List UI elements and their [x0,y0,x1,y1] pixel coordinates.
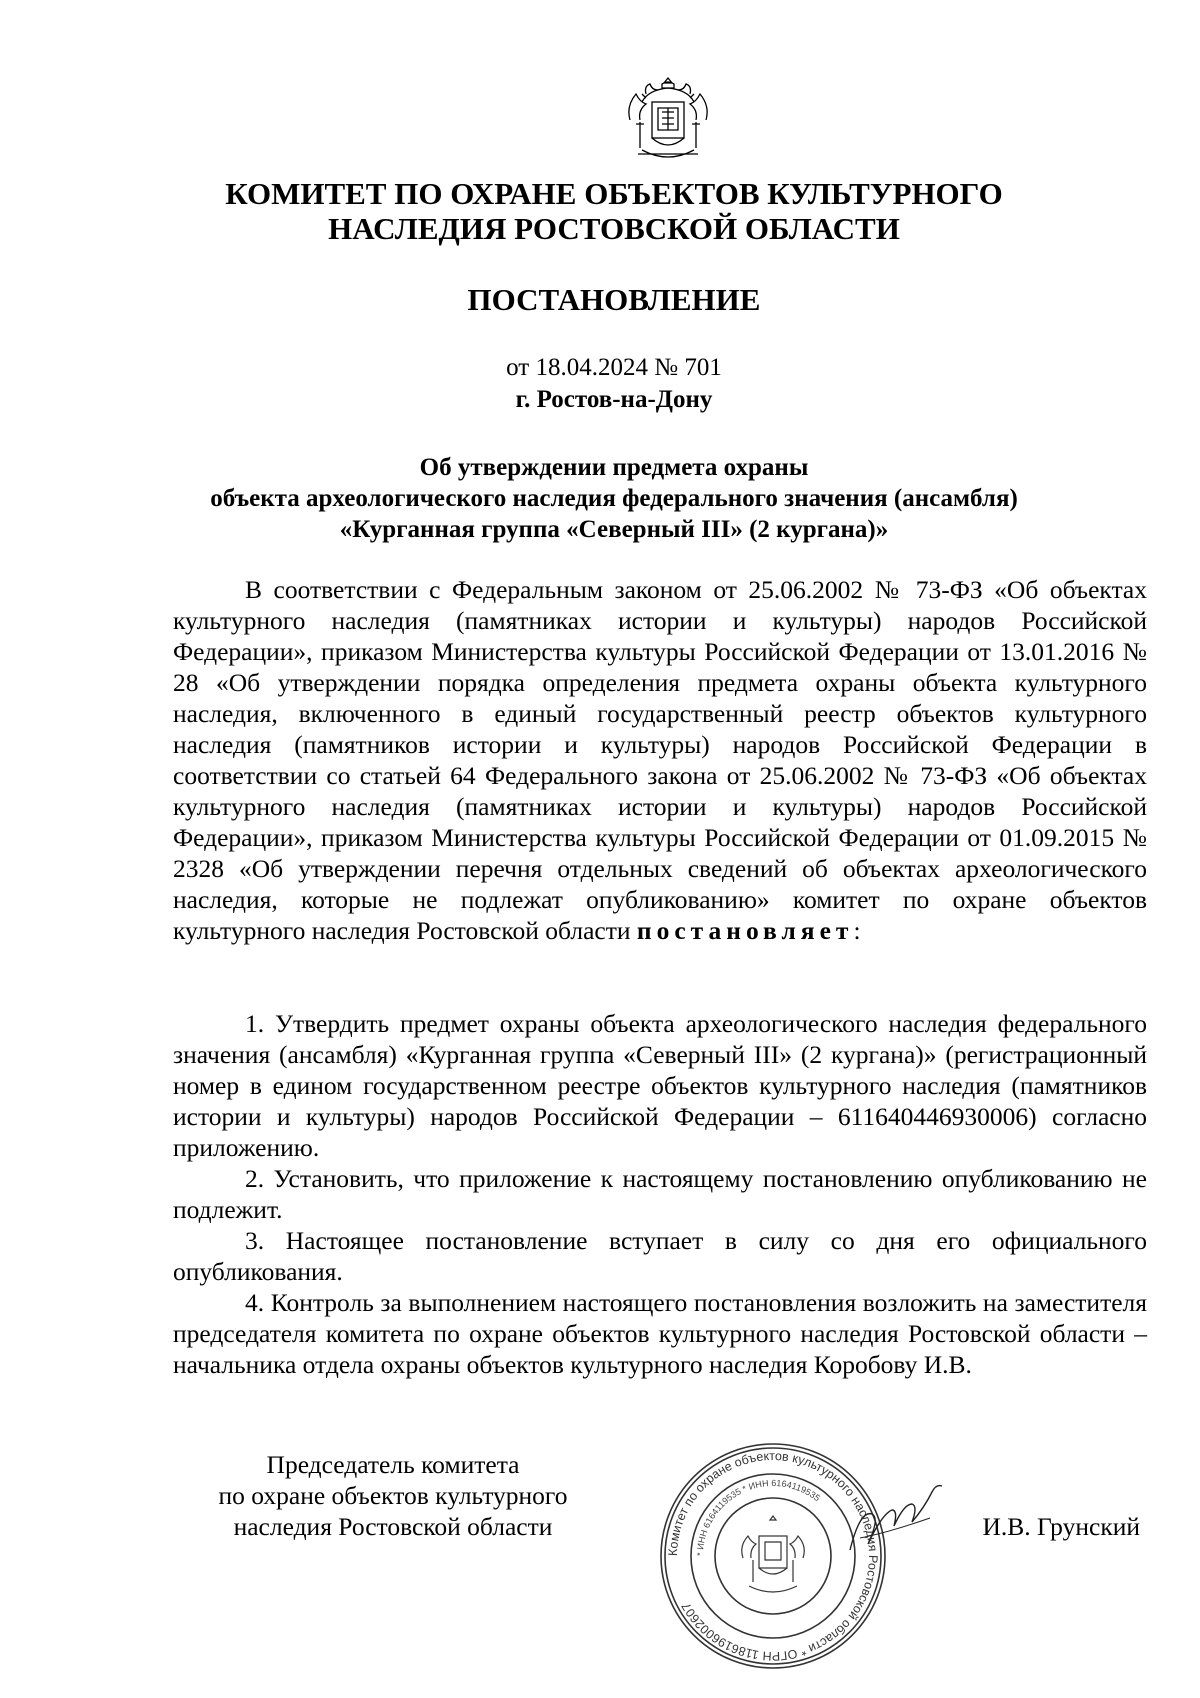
document-title [160,452,1068,545]
signer-position [178,1449,608,1542]
organization-name [150,176,1078,246]
svg-text:* ИНН 6164119535 * ИНН 6164119: * ИНН 6164119535 * ИНН 6164119535 [694,1477,823,1557]
decree-word: постановляет [636,916,854,945]
preamble-text: В соответствии с Федеральным законом от 25.06.2002 № 73-ФЗ «Об объектах культурного наследия (памятниках истории и культуры) народов Российской Федерации», приказом Министерства культуры Российской Федерации от 13.01.2016 № 28 «Об утверждении порядка определения предмета охраны объекта культурного наследия, включенного в единый государственный реестр объектов культурного наследия (памятников истории и культуры) народов Российской Федерации в соответствии со статьей 64 Федерального закона от 25.06.2002 № 73-ФЗ «Об объектах культурного наследия (памятниках истории и культуры) народов Российской Федерации», приказом Министерства культуры Российской Федерации от 01.09.2015 № 2328 «Об утверждении перечня отдельных сведений об объектах археологического наследия, которые не подлежат опубликованию» комитет по охране объектов культурного наследия Ростовской области [173,575,1147,945]
preamble-paragraph [173,574,1147,946]
decree-item: 2. Установить, что приложение к настоящему постановлению опубликованию не подлежит. [173,1164,1147,1224]
signer-position-line1: Председатель комитета [266,1450,520,1479]
document-title-line2: объекта археологического наследия федерального значения (ансамбля) [210,485,1018,512]
signer-position-line2: по охране объектов культурного [218,1481,568,1510]
decree-item: 1. Утвердить предмет охраны объекта археологического наследия федерального значения (ансамбля) «Курганная группа «Северный III» (2 кургана)» (регистрационный номер в едином государственном реестре объектов культурного наследия (памятников истории и культуры) народов Российской Федерации – 611640446930006) согласно приложению. [173,1009,1147,1162]
document-title-line3: «Курганная группа «Северный III» (2 кургана)» [339,516,889,543]
decree-item: 4. Контроль за выполнением настоящего постановления возложить на заместителя председателя комитета по охране объектов культурного наследия Ростовской области – начальника отдела охраны объектов культурного наследия Коробову И.В. [173,1288,1147,1379]
svg-text:Комитет по охране объектов кул: Комитет по охране объектов культурного наследия Ростовской области * ОГРН 1186196002607 [665,1448,881,1664]
signer-name: И.В. Грунский [982,1512,1140,1541]
document-city: г. Ростов-на-Дону [515,386,713,413]
preamble [173,574,1147,946]
document-date-number: от 18.04.2024 № 701 [506,354,722,381]
preamble-end: : [853,916,861,945]
coat-of-arms-icon [622,72,714,166]
organization-name-line2: НАСЛЕДИЯ РОСТОВСКОЙ ОБЛАСТИ [328,211,900,246]
document-title-line1: Об утверждении предмета охраны [419,454,809,481]
document-type: ПОСТАНОВЛЕНИЕ [467,282,761,317]
organization-name-line1: КОМИТЕТ ПО ОХРАНЕ ОБЪЕКТОВ КУЛЬТУРНОГО [225,176,1003,211]
decree-items [173,1008,1147,1380]
signer-position-line3: наследия Ростовской области [233,1512,553,1541]
decree-item: 3. Настоящее постановление вступает в силу со дня его официального опубликования. [173,1226,1147,1286]
